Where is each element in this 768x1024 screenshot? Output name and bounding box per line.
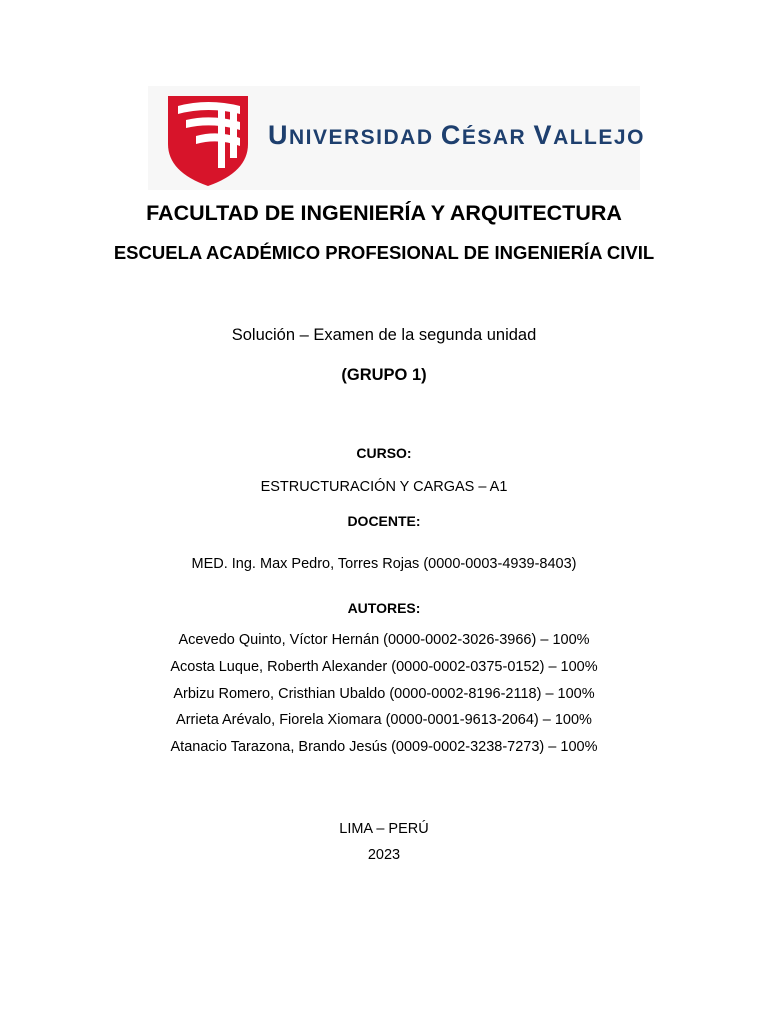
- author-item: Atanacio Tarazona, Brando Jesús (0009-0002-3238-7273) – 100%: [170, 739, 598, 756]
- authors-list: [0, 627, 768, 761]
- group-label: (GRUPO 1): [341, 366, 427, 384]
- faculty-title: FACULTAD DE INGENIERÍA Y ARQUITECTURA: [146, 201, 622, 225]
- author-item: Arrieta Arévalo, Fiorela Xiomara (0000-0001-9613-2064) – 100%: [176, 712, 592, 729]
- city-country: LIMA – PERÚ: [339, 821, 429, 837]
- author-item: Acosta Luque, Roberth Alexander (0000-0002-0375-0152) – 100%: [170, 658, 598, 675]
- university-logo: [148, 86, 645, 190]
- course-value: ESTRUCTURACIÓN Y CARGAS – A1: [260, 479, 508, 495]
- author-item: Arbizu Romero, Cristhian Ubaldo (0000-0002-8196-2118) – 100%: [173, 685, 595, 702]
- university-name: UNIVERSIDAD CÉSAR VALLEJO: [268, 120, 645, 150]
- course-label: CURSO:: [356, 445, 412, 461]
- document-subtitle: Solución – Examen de la segunda unidad: [231, 326, 537, 344]
- teacher-value: MED. Ing. Max Pedro, Torres Rojas (0000-0003-4939-8403): [191, 556, 577, 572]
- school-title: [0, 241, 768, 265]
- school-title-text: ESCUELA ACADÉMICO PROFESIONAL DE INGENIERÍA CIVIL: [113, 242, 655, 263]
- teacher-label: DOCENTE:: [347, 513, 421, 529]
- shield-icon: [166, 94, 250, 188]
- authors-label: AUTORES:: [347, 600, 421, 616]
- year: 2023: [367, 847, 401, 863]
- author-item: Acevedo Quinto, Víctor Hernán (0000-0002-3026-3966) – 100%: [178, 632, 590, 648]
